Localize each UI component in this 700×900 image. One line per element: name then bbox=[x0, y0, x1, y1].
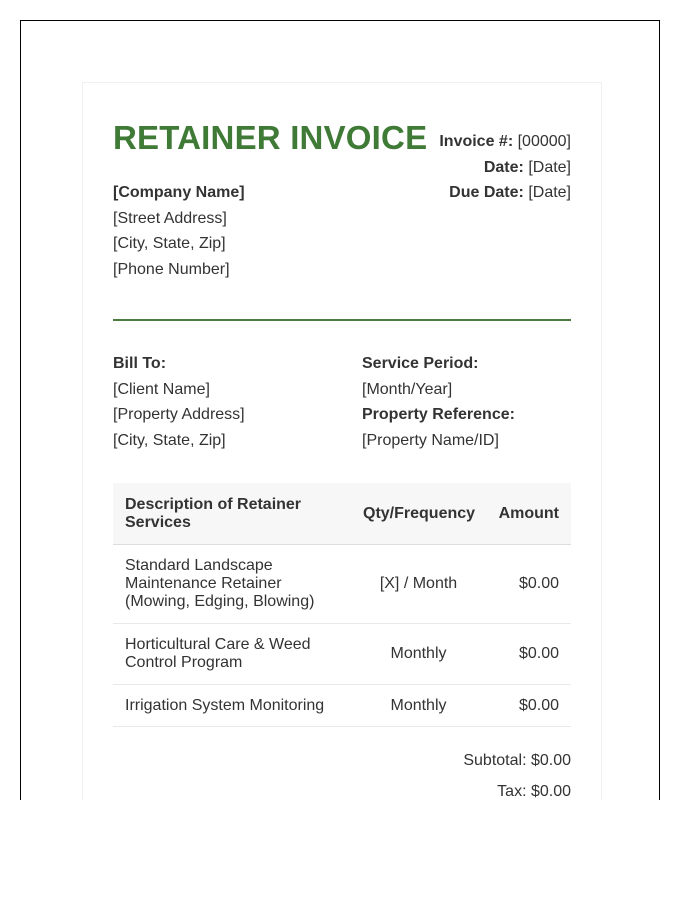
invoice-due-date-value: [Date] bbox=[528, 184, 571, 201]
header-qty-frequency: Qty/Frequency bbox=[351, 483, 486, 545]
service-block bbox=[362, 354, 515, 456]
subtotal: Subtotal: $0.00 bbox=[463, 752, 571, 769]
company-name: [Company Name] bbox=[113, 184, 245, 201]
invoice-number-row bbox=[439, 132, 571, 158]
table-row bbox=[113, 545, 571, 624]
property-reference-label: Property Reference: bbox=[362, 406, 515, 423]
row-description: Standard Landscape Maintenance Retainer (Mowing, Edging, Blowing) bbox=[113, 545, 351, 624]
table-row bbox=[113, 685, 571, 727]
row-qty: Monthly bbox=[351, 624, 486, 685]
row-amount: $0.00 bbox=[486, 545, 571, 624]
invoice-date-label: Date: bbox=[483, 158, 524, 176]
page-frame bbox=[20, 20, 660, 800]
services-table bbox=[113, 483, 571, 727]
company-phone: [Phone Number] bbox=[113, 260, 230, 278]
client-name: [Client Name] bbox=[113, 380, 210, 398]
header-amount: Amount bbox=[486, 483, 571, 545]
bill-to-label: Bill To: bbox=[113, 355, 167, 372]
section-divider bbox=[113, 319, 571, 321]
bill-to-block bbox=[113, 354, 245, 456]
row-qty: [X] / Month bbox=[351, 545, 486, 624]
totals-block bbox=[463, 751, 571, 800]
client-city-state-zip: [City, State, Zip] bbox=[113, 431, 226, 449]
invoice-date-value: [Date] bbox=[528, 158, 571, 176]
property-address: [Property Address] bbox=[113, 406, 245, 423]
invoice-date-row bbox=[439, 158, 571, 184]
property-reference-value: [Property Name/ID] bbox=[362, 431, 499, 449]
row-amount: $0.00 bbox=[486, 624, 571, 685]
company-city-state-zip: [City, State, Zip] bbox=[113, 235, 226, 252]
row-amount: $0.00 bbox=[486, 685, 571, 727]
invoice-due-date-row bbox=[439, 183, 571, 209]
table-header-row bbox=[113, 483, 571, 545]
invoice-title: RETAINER INVOICE bbox=[113, 119, 428, 156]
invoice-meta bbox=[439, 132, 571, 209]
invoice-number-value: [00000] bbox=[517, 133, 571, 150]
invoice-sheet bbox=[82, 82, 602, 800]
header-description: Description of Retainer Services bbox=[113, 483, 351, 545]
row-description: Horticultural Care & Weed Control Program bbox=[113, 624, 351, 685]
table-row bbox=[113, 624, 571, 685]
company-block bbox=[113, 183, 245, 285]
company-street: [Street Address] bbox=[113, 209, 227, 227]
invoice-due-date-label: Due Date: bbox=[449, 184, 524, 201]
row-description: Irrigation System Monitoring bbox=[113, 685, 351, 727]
service-period-label: Service Period: bbox=[362, 355, 479, 372]
invoice-number-label: Invoice #: bbox=[439, 133, 514, 150]
row-qty: Monthly bbox=[351, 685, 486, 727]
service-period-value: [Month/Year] bbox=[362, 380, 453, 398]
tax: Tax: $0.00 bbox=[497, 783, 571, 800]
